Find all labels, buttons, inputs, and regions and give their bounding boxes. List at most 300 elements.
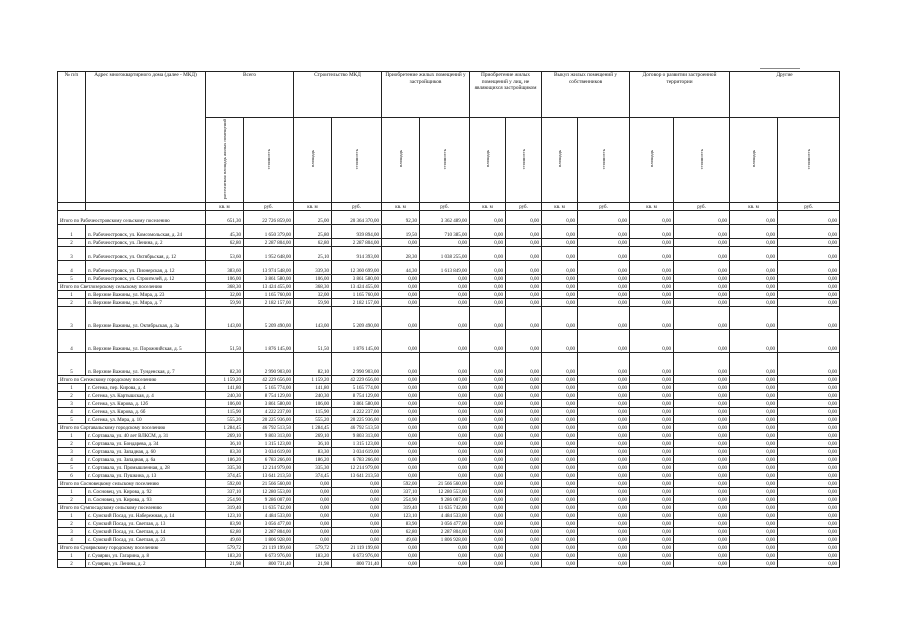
subtotal-label: Итого по Сосновецкому сельскому поселению xyxy=(58,480,206,488)
cell-cost: 0,00 xyxy=(778,488,840,496)
row-address: п. Рабочеостровск, ул. Строителей, д. 12 xyxy=(86,275,206,283)
cell-cost: 0,00 xyxy=(506,472,542,480)
cell-cost: 0,00 xyxy=(332,480,382,488)
cell-area: 123,10 xyxy=(206,512,244,520)
cell-cost: 0,00 xyxy=(506,275,542,283)
cell-cost: 0,00 xyxy=(674,544,730,552)
cell-area: 0,00 xyxy=(294,496,332,504)
cell-cost: 0,00 xyxy=(578,275,630,283)
cell-cost: 0,00 xyxy=(674,432,730,440)
cell-cost: 0,00 xyxy=(674,330,730,353)
table-row xyxy=(58,330,840,353)
subtotal-row xyxy=(58,480,840,488)
cell-area: 62,80 xyxy=(382,528,420,536)
subtotal-label: Итого по Светлозерскому сельскому поселению xyxy=(58,283,206,291)
cell-area: 0,00 xyxy=(542,440,578,448)
cell-area: 0,00 xyxy=(630,291,674,299)
cell-cost: 9 286 007,00 xyxy=(244,496,294,504)
cell-area: 0,00 xyxy=(542,408,578,416)
cell-cost: 0,00 xyxy=(674,239,730,247)
cell-cost: 3 056 477,00 xyxy=(420,520,470,528)
cell-cost: 2 990 903,00 xyxy=(332,353,382,376)
cell-area: 0,00 xyxy=(730,448,778,456)
row-address: п. Верхние Важины, ул. Мира, д. 7 xyxy=(86,299,206,307)
cell-cost: 0,00 xyxy=(674,480,730,488)
row-number: 3 xyxy=(58,400,86,408)
cell-cost: 3 861 580,00 xyxy=(332,275,382,283)
cell-area: 0,00 xyxy=(630,544,674,552)
cell-area: 0,00 xyxy=(730,456,778,464)
cell-cost: 0,00 xyxy=(506,544,542,552)
cell-cost: 0,00 xyxy=(778,330,840,353)
cell-area: 0,00 xyxy=(542,528,578,536)
subheader-label: стоимость xyxy=(265,148,271,169)
cell-area: 0,00 xyxy=(470,480,506,488)
table-row xyxy=(58,307,840,330)
cell-cost: 42 229 656,00 xyxy=(332,376,382,384)
cell-area: 0,00 xyxy=(630,472,674,480)
cell-cost: 0,00 xyxy=(674,512,730,520)
cell-cost: 0,00 xyxy=(578,560,630,568)
cell-area: 0,00 xyxy=(730,330,778,353)
unit-sqm: кв. м xyxy=(542,203,578,211)
cell-area: 0,00 xyxy=(730,239,778,247)
cell-cost: 0,00 xyxy=(778,247,840,261)
table-row xyxy=(58,488,840,496)
cell-area: 49,60 xyxy=(382,536,420,544)
cell-area: 0,00 xyxy=(542,400,578,408)
cell-cost: 0,00 xyxy=(674,400,730,408)
cell-cost: 0,00 xyxy=(506,392,542,400)
cell-area: 0,00 xyxy=(630,261,674,275)
row-address: г. Сортавала, ул. Пушкина, д. 13 xyxy=(86,472,206,480)
cell-cost: 0,00 xyxy=(778,480,840,488)
row-number: 4 xyxy=(58,330,86,353)
row-address: г. Сегежа, ул. Картышская, д. 4 xyxy=(86,392,206,400)
cell-area: 319,40 xyxy=(382,504,420,512)
cell-area: 0,00 xyxy=(470,552,506,560)
cell-cost: 0,00 xyxy=(674,440,730,448)
cell-cost: 0,00 xyxy=(506,512,542,520)
cell-cost: 0,00 xyxy=(506,330,542,353)
cell-cost: 3 861 580,00 xyxy=(332,400,382,408)
cell-area: 32,00 xyxy=(294,291,332,299)
cell-area: 0,00 xyxy=(542,456,578,464)
cell-area: 0,00 xyxy=(542,307,578,330)
table-row xyxy=(58,536,840,544)
cell-area: 0,00 xyxy=(382,424,420,432)
cell-cost: 0,00 xyxy=(420,239,470,247)
cell-cost: 0,00 xyxy=(506,480,542,488)
cell-area: 0,00 xyxy=(730,440,778,448)
cell-area: 0,00 xyxy=(630,400,674,408)
cell-cost: 0,00 xyxy=(778,440,840,448)
cell-cost: 0,00 xyxy=(778,448,840,456)
cell-cost: 0,00 xyxy=(332,528,382,536)
cell-cost: 0,00 xyxy=(578,512,630,520)
cell-area: 143,00 xyxy=(294,307,332,330)
subheader-cost xyxy=(674,118,730,203)
cell-area: 0,00 xyxy=(542,464,578,472)
cell-area: 36,10 xyxy=(294,440,332,448)
cell-cost: 46 792 513,50 xyxy=(244,424,294,432)
cell-area: 0,00 xyxy=(470,512,506,520)
cell-cost: 3 034 619,00 xyxy=(244,448,294,456)
cell-cost: 0,00 xyxy=(778,384,840,392)
table-row xyxy=(58,560,840,568)
cell-cost: 0,00 xyxy=(420,275,470,283)
cell-area: 0,00 xyxy=(542,353,578,376)
row-address: п. Рабочеостровск, ул. Ленина, д. 2 xyxy=(86,239,206,247)
cell-cost: 0,00 xyxy=(506,528,542,536)
cell-cost: 0,00 xyxy=(506,520,542,528)
cell-cost: 0,00 xyxy=(578,472,630,480)
cell-cost: 2 287 804,00 xyxy=(244,528,294,536)
cell-cost: 0,00 xyxy=(578,464,630,472)
cell-cost: 0,00 xyxy=(420,416,470,424)
cell-area: 0,00 xyxy=(470,247,506,261)
cell-cost: 0,00 xyxy=(506,307,542,330)
cell-area: 0,00 xyxy=(630,225,674,239)
cell-area: 0,00 xyxy=(542,330,578,353)
unit-rub: руб. xyxy=(778,203,840,211)
cell-area: 339,30 xyxy=(294,261,332,275)
cell-area: 0,00 xyxy=(542,283,578,291)
table-row xyxy=(58,392,840,400)
cell-area: 0,00 xyxy=(730,528,778,536)
cell-area: 0,00 xyxy=(730,416,778,424)
unit-sqm: кв. м xyxy=(630,203,674,211)
unit-rub: руб. xyxy=(578,203,630,211)
cell-area: 0,00 xyxy=(470,239,506,247)
subheader-area xyxy=(630,118,674,203)
cell-area: 59,90 xyxy=(294,299,332,307)
header-buy-non-dev: Приобретение жилых помещений у лиц, не являющихся застройщиком xyxy=(470,72,542,118)
cell-cost: 914 393,00 xyxy=(332,247,382,261)
cell-area: 383,60 xyxy=(206,261,244,275)
cell-cost: 12 280 553,00 xyxy=(420,488,470,496)
cell-area: 368,30 xyxy=(206,283,244,291)
row-number: 2 xyxy=(58,392,86,400)
cell-area: 0,00 xyxy=(294,504,332,512)
header-build: Строительство МКД xyxy=(294,72,382,118)
cell-area: 0,00 xyxy=(382,552,420,560)
cell-cost: 0,00 xyxy=(674,424,730,432)
cell-area: 0,00 xyxy=(630,560,674,568)
cell-cost: 0,00 xyxy=(674,496,730,504)
cell-cost: 0,00 xyxy=(506,432,542,440)
row-number: 6 xyxy=(58,472,86,480)
cell-cost: 0,00 xyxy=(578,552,630,560)
cell-area: 0,00 xyxy=(630,392,674,400)
subtotal-label: Итого по Сортавальскому городскому поселению xyxy=(58,424,206,432)
cell-area: 0,00 xyxy=(470,400,506,408)
cell-cost: 12 214 979,00 xyxy=(332,464,382,472)
cell-area: 0,00 xyxy=(630,488,674,496)
cell-cost: 21 119 199,60 xyxy=(244,544,294,552)
row-address: п. Верхние Важины, ул. Мира, д. 23 xyxy=(86,291,206,299)
cell-cost: 0,00 xyxy=(578,432,630,440)
cell-area: 0,00 xyxy=(730,432,778,440)
cell-cost: 0,00 xyxy=(506,408,542,416)
cell-cost: 0,00 xyxy=(578,424,630,432)
cell-area: 0,00 xyxy=(542,544,578,552)
cell-cost: 0,00 xyxy=(578,376,630,384)
cell-cost: 13 424 455,00 xyxy=(244,283,294,291)
cell-cost: 0,00 xyxy=(506,448,542,456)
cell-cost: 0,00 xyxy=(332,512,382,520)
cell-cost: 0,00 xyxy=(674,384,730,392)
table-row xyxy=(58,239,840,247)
cell-area: 62,80 xyxy=(294,239,332,247)
cell-area: 0,00 xyxy=(470,504,506,512)
cell-cost: 0,00 xyxy=(778,307,840,330)
cell-area: 0,00 xyxy=(382,432,420,440)
cell-area: 0,00 xyxy=(382,291,420,299)
cell-area: 0,00 xyxy=(294,480,332,488)
cell-area: 36,10 xyxy=(206,440,244,448)
row-address: г. Сортавала, ул. 40 лет ВЛКСМ, д. 31 xyxy=(86,432,206,440)
cell-area: 0,00 xyxy=(382,456,420,464)
cell-cost: 1 315 123,00 xyxy=(244,440,294,448)
cell-area: 555,20 xyxy=(206,416,244,424)
cell-area: 115,90 xyxy=(294,408,332,416)
cell-area: 0,00 xyxy=(470,432,506,440)
cell-area: 0,00 xyxy=(630,480,674,488)
cell-area: 0,00 xyxy=(542,552,578,560)
cell-area: 0,00 xyxy=(730,536,778,544)
cell-area: 0,00 xyxy=(730,512,778,520)
subheader-cost xyxy=(244,118,294,203)
row-number: 1 xyxy=(58,225,86,239)
cell-cost: 11 635 742,00 xyxy=(244,504,294,512)
cell-cost: 0,00 xyxy=(578,408,630,416)
row-number: 4 xyxy=(58,456,86,464)
cell-area: 240,30 xyxy=(206,392,244,400)
cell-area: 0,00 xyxy=(542,416,578,424)
table-row xyxy=(58,247,840,261)
cell-cost: 0,00 xyxy=(578,283,630,291)
cell-cost: 0,00 xyxy=(578,400,630,408)
cell-cost: 3 861 580,00 xyxy=(244,400,294,408)
cell-area: 0,00 xyxy=(730,291,778,299)
row-address: г. Сортавала, ул. Западная, д. 6а xyxy=(86,456,206,464)
cell-cost: 0,00 xyxy=(578,544,630,552)
cell-area: 0,00 xyxy=(542,384,578,392)
cell-cost: 0,00 xyxy=(506,211,542,225)
cell-cost: 0,00 xyxy=(778,424,840,432)
cell-area: 0,00 xyxy=(730,464,778,472)
row-number: 3 xyxy=(58,448,86,456)
cell-cost: 0,00 xyxy=(506,440,542,448)
cell-cost: 0,00 xyxy=(778,496,840,504)
cell-area: 337,10 xyxy=(206,488,244,496)
cell-cost: 0,00 xyxy=(674,247,730,261)
cell-area: 62,80 xyxy=(206,528,244,536)
cell-cost: 0,00 xyxy=(420,544,470,552)
subheader-cost xyxy=(420,118,470,203)
cell-cost: 1 952 648,00 xyxy=(244,247,294,261)
cell-area: 0,00 xyxy=(294,520,332,528)
cell-area: 0,00 xyxy=(542,504,578,512)
cell-cost: 0,00 xyxy=(578,448,630,456)
cell-area: 254,90 xyxy=(206,496,244,504)
cell-cost: 1 650 379,00 xyxy=(244,225,294,239)
cell-area: 0,00 xyxy=(730,560,778,568)
cell-area: 0,00 xyxy=(630,384,674,392)
subheader-area xyxy=(294,118,332,203)
cell-area: 0,00 xyxy=(294,528,332,536)
cell-cost: 0,00 xyxy=(506,536,542,544)
unit-sqm: кв. м xyxy=(206,203,244,211)
cell-cost: 0,00 xyxy=(778,275,840,283)
cell-cost: 0,00 xyxy=(578,261,630,275)
cell-area: 0,00 xyxy=(382,353,420,376)
cell-area: 106,00 xyxy=(294,400,332,408)
cell-area: 0,00 xyxy=(630,211,674,225)
row-number: 1 xyxy=(58,512,86,520)
cell-cost: 0,00 xyxy=(506,504,542,512)
cell-area: 0,00 xyxy=(470,440,506,448)
cell-area: 0,00 xyxy=(470,536,506,544)
subtotal-row xyxy=(58,544,840,552)
subtotal-row xyxy=(58,376,840,384)
subtotal-row xyxy=(58,424,840,432)
table-row xyxy=(58,400,840,408)
cell-cost: 1 165 760,00 xyxy=(332,291,382,299)
cell-area: 0,00 xyxy=(542,488,578,496)
row-number: 2 xyxy=(58,239,86,247)
cell-area: 106,00 xyxy=(206,400,244,408)
unit-cell xyxy=(58,203,86,211)
cell-cost: 3 861 580,00 xyxy=(244,275,294,283)
row-number: 2 xyxy=(58,299,86,307)
cell-cost: 11 635 742,00 xyxy=(420,504,470,512)
unit-rub: руб. xyxy=(332,203,382,211)
cell-cost: 3 056 477,00 xyxy=(244,520,294,528)
cell-cost: 5 165 774,00 xyxy=(332,384,382,392)
row-address: п. Рабочеостровск, ул. Пионерская, д. 12 xyxy=(86,261,206,275)
cell-area: 335,30 xyxy=(294,464,332,472)
cell-area: 651,30 xyxy=(206,211,244,225)
cell-cost: 0,00 xyxy=(778,504,840,512)
row-number: 4 xyxy=(58,536,86,544)
header-buyout: Выкуп жилых помещений у собственников xyxy=(542,72,630,118)
cell-cost: 0,00 xyxy=(578,225,630,239)
cell-area: 25,10 xyxy=(294,247,332,261)
cell-area: 0,00 xyxy=(630,275,674,283)
cell-area: 0,00 xyxy=(382,275,420,283)
cell-area: 21,98 xyxy=(206,560,244,568)
cell-cost: 9 286 007,00 xyxy=(420,496,470,504)
cell-cost: 0,00 xyxy=(778,261,840,275)
cell-cost: 22 726 859,00 xyxy=(244,211,294,225)
cell-area: 0,00 xyxy=(630,440,674,448)
subheader-label: площадь xyxy=(309,150,315,168)
cell-area: 51,50 xyxy=(294,330,332,353)
cell-cost: 0,00 xyxy=(506,424,542,432)
subheader-area xyxy=(382,118,420,203)
table-row xyxy=(58,291,840,299)
cell-area: 0,00 xyxy=(730,275,778,283)
cell-area: 32,00 xyxy=(206,291,244,299)
cell-area: 51,50 xyxy=(206,330,244,353)
cell-cost: 0,00 xyxy=(578,488,630,496)
cell-cost: 21 566 560,00 xyxy=(244,480,294,488)
row-address: с. Сумский Посад, ул. Светлая, д. 23 xyxy=(86,536,206,544)
cell-cost: 9 803 313,00 xyxy=(332,432,382,440)
row-number: 4 xyxy=(58,261,86,275)
cell-area: 0,00 xyxy=(730,247,778,261)
cell-area: 374,45 xyxy=(206,472,244,480)
cell-area: 579,72 xyxy=(206,544,244,552)
cell-area: 0,00 xyxy=(730,544,778,552)
subheader-label: стоимость xyxy=(521,148,526,169)
cell-area: 0,00 xyxy=(730,211,778,225)
subtotal-row xyxy=(58,283,840,291)
cell-cost: 0,00 xyxy=(674,211,730,225)
cell-cost: 12 360 699,00 xyxy=(332,261,382,275)
cell-cost: 0,00 xyxy=(506,560,542,568)
cell-area: 0,00 xyxy=(730,261,778,275)
cell-cost: 1 806 928,00 xyxy=(244,536,294,544)
cell-area: 0,00 xyxy=(542,239,578,247)
unit-rub: руб. xyxy=(420,203,470,211)
cell-cost: 0,00 xyxy=(778,376,840,384)
cell-area: 0,00 xyxy=(630,432,674,440)
cell-area: 0,00 xyxy=(730,376,778,384)
header-total: Всего xyxy=(206,72,294,118)
cell-area: 83,30 xyxy=(206,448,244,456)
cell-area: 82,10 xyxy=(294,353,332,376)
cell-cost: 0,00 xyxy=(578,211,630,225)
cell-area: 0,00 xyxy=(382,416,420,424)
cell-cost: 4 222 237,00 xyxy=(332,408,382,416)
cell-area: 0,00 xyxy=(470,544,506,552)
cell-area: 82,30 xyxy=(206,353,244,376)
cell-area: 0,00 xyxy=(470,384,506,392)
cell-cost: 42 229 656,00 xyxy=(244,376,294,384)
cell-area: 0,00 xyxy=(730,384,778,392)
subheader-label: стоимость xyxy=(806,148,812,169)
cell-cost: 1 806 928,00 xyxy=(420,536,470,544)
cell-cost: 0,00 xyxy=(674,291,730,299)
cell-cost: 0,00 xyxy=(674,536,730,544)
cell-cost: 0,00 xyxy=(420,440,470,448)
row-address: г. Сегежа, пер. Кирова, д. 4 xyxy=(86,384,206,392)
cell-cost: 0,00 xyxy=(420,330,470,353)
table-row xyxy=(58,496,840,504)
cell-area: 183,20 xyxy=(294,552,332,560)
cell-cost: 0,00 xyxy=(674,416,730,424)
header-num: № п/п xyxy=(58,72,86,203)
subtotal-label: Итого по Сегежскому городскому поселению xyxy=(58,376,206,384)
subtotal-label: Итого по Суоярвскому городскому поселению xyxy=(58,544,206,552)
cell-area: 0,00 xyxy=(730,408,778,416)
cell-cost: 0,00 xyxy=(420,392,470,400)
row-address: г. Суоярви, ул. Ленина, д. 2 xyxy=(86,560,206,568)
cell-area: 0,00 xyxy=(382,392,420,400)
cell-cost: 0,00 xyxy=(778,544,840,552)
cell-area: 319,40 xyxy=(206,504,244,512)
cell-area: 0,00 xyxy=(542,448,578,456)
cell-area: 0,00 xyxy=(630,299,674,307)
cell-area: 0,00 xyxy=(294,536,332,544)
row-number: 1 xyxy=(58,432,86,440)
cell-cost: 0,00 xyxy=(506,552,542,560)
cell-area: 0,00 xyxy=(470,261,506,275)
cell-cost: 2 182 157,00 xyxy=(332,299,382,307)
